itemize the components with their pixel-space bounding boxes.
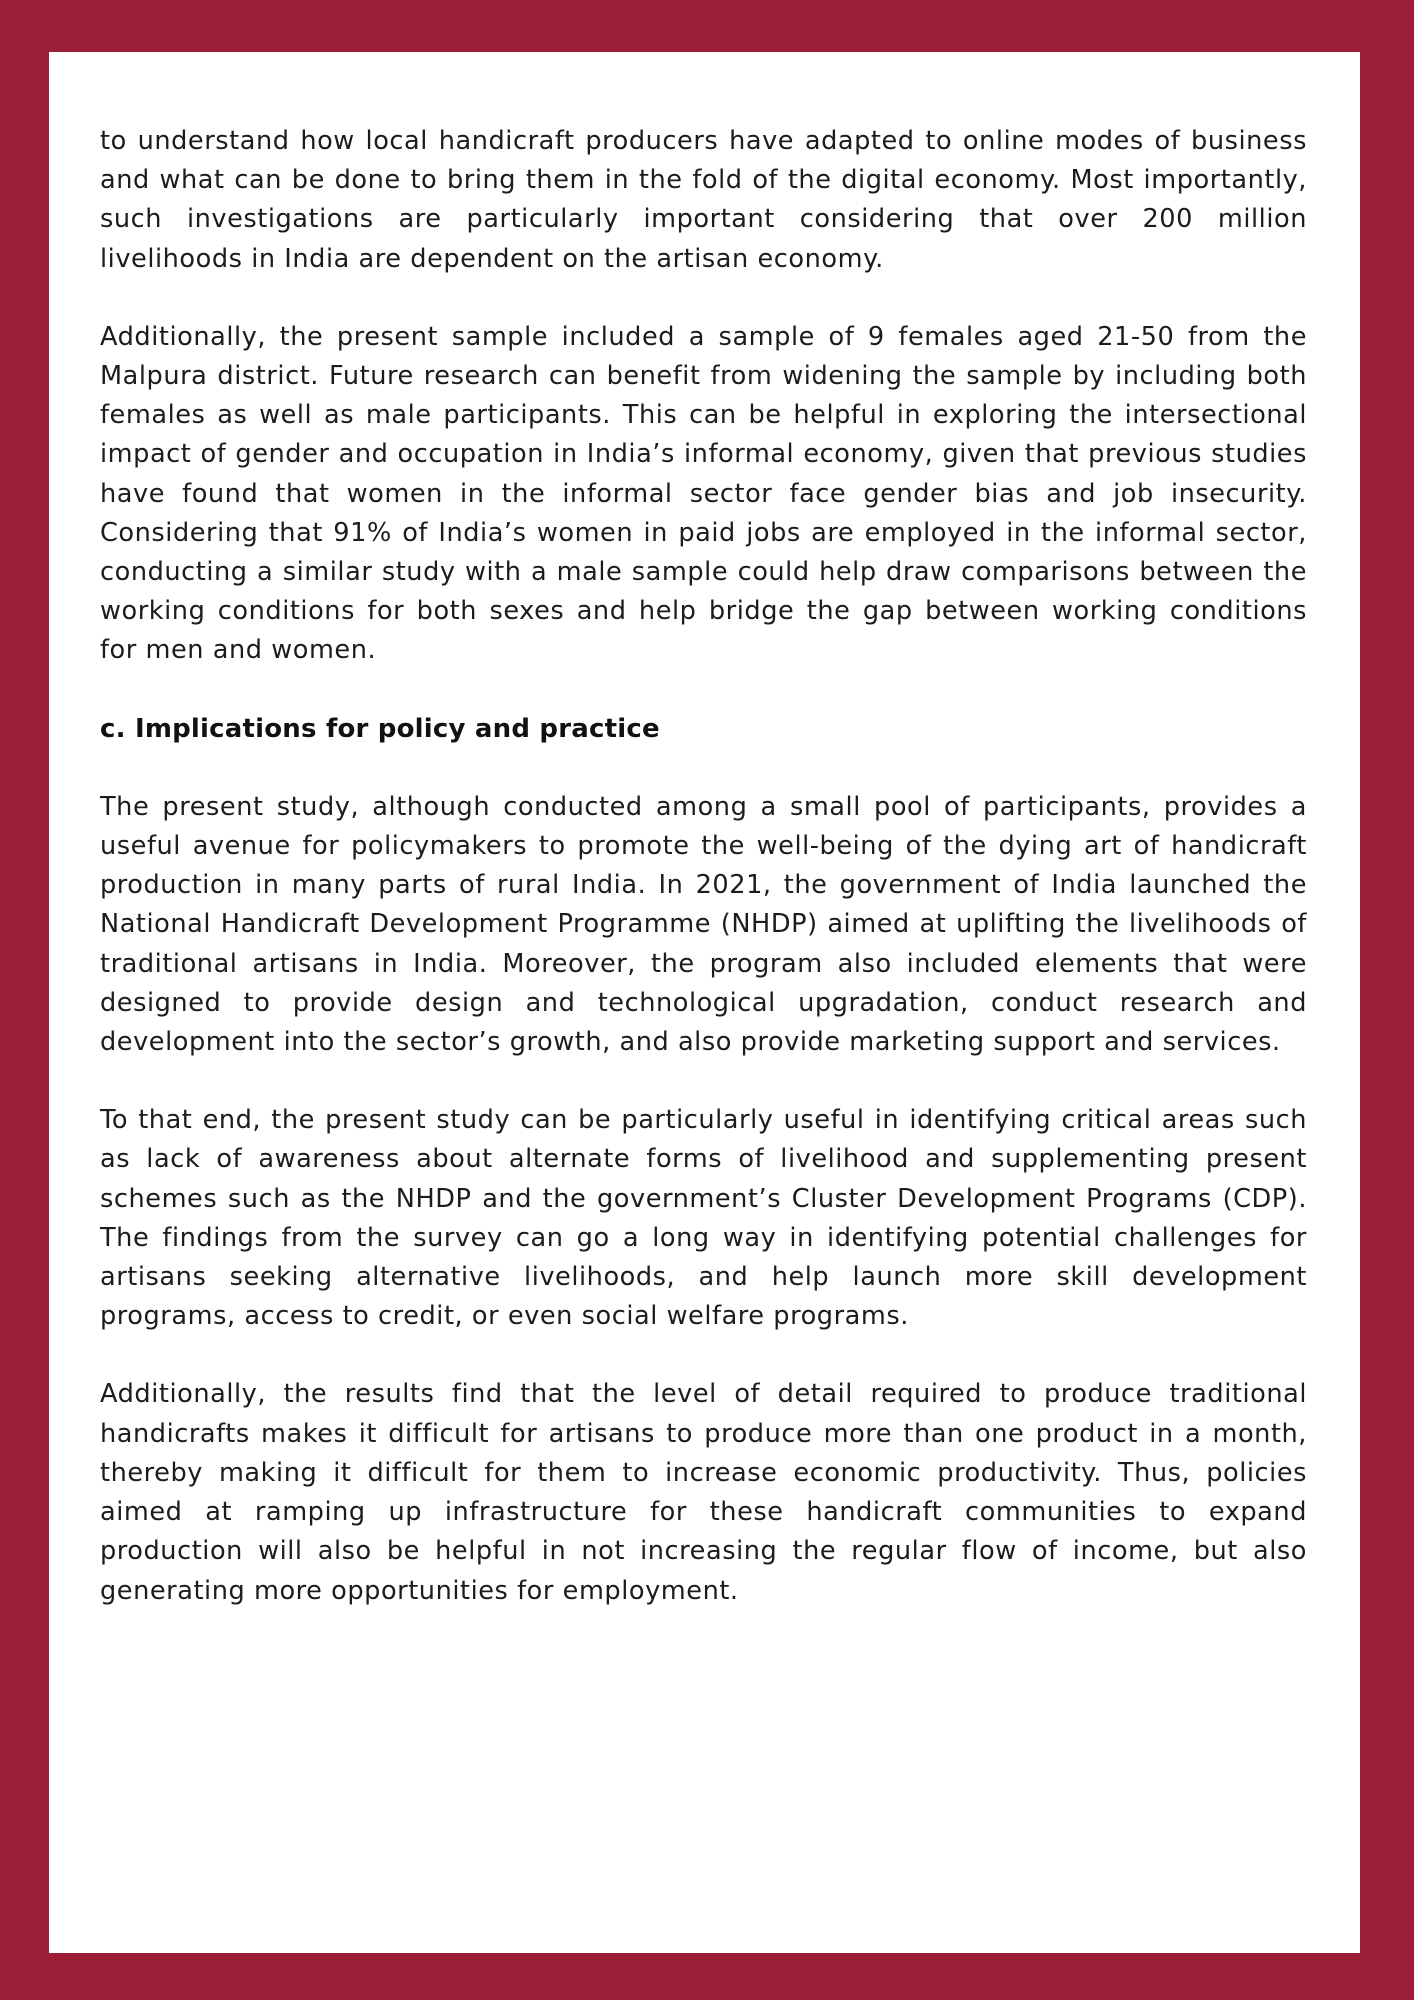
page-content bbox=[49, 52, 1360, 1953]
paragraph-policy-cdp: To that end, the present study can be particularly useful in identifying critical areas such as lack of awareness about alternate forms of livelihood and supplementing present schemes such as the NHDP and the government’s Cluster Development Programs (CDP). The findings from the survey can go a long way in identifying potential challenges for artisans seeking alternative livelihoods, and help launch more skill development programs, access to credit, or even social welfare programs. bbox=[100, 1105, 1307, 1332]
paragraph-policy-nhdp: The present study, although conducted among a small pool of participants, provides a useful avenue for policymakers to promote the well-being of the dying art of handicraft production in many parts of rural India. In 2021, the government of India launched the National Handicraft Development Programme (NHDP) aimed at uplifting the livelihoods of traditional artisans in India. Moreover, the program also included elements that were designed to provide design and technological upgradation, conduct research and development into the sector’s growth, and also provide marketing support and services. bbox=[100, 791, 1307, 1058]
paragraph-sample-limitations: Additionally, the present sample included a sample of 9 females aged 21-50 from the Malpura district. Future research can benefit from widening the sample by including both females as well as male participants. This can be helpful in exploring the intersectional impact of gender and occupation in India’s informal economy, given that previous studies have found that women in the informal sector face gender bias and job insecurity. Considering that 91% of India’s women in paid jobs are employed in the informal sector, conducting a similar study with a male sample could help draw comparisons between the working conditions for both sexes and help bridge the gap between working conditions for men and women. bbox=[100, 321, 1307, 666]
paragraph-intro: to understand how local handicraft producers have adapted to online modes of business and what can be done to bring them in the fold of the digital economy. Most importantly, such investigations are particularly important considering that over 200 million livelihoods in India are dependent on the artisan economy. bbox=[100, 126, 1307, 274]
section-heading: c. Implications for policy and practice bbox=[100, 713, 660, 744]
paragraph-infrastructure: Additionally, the results find that the level of detail required to produce traditional handicrafts makes it difficult for artisans to produce more than one product in a month, thereby making it difficult for them to increase economic productivity. Thus, policies aimed at ramping up infrastructure for these handicraft communities to expand production will also be helpful in not increasing the regular flow of income, but also generating more opportunities for employment. bbox=[100, 1379, 1307, 1606]
